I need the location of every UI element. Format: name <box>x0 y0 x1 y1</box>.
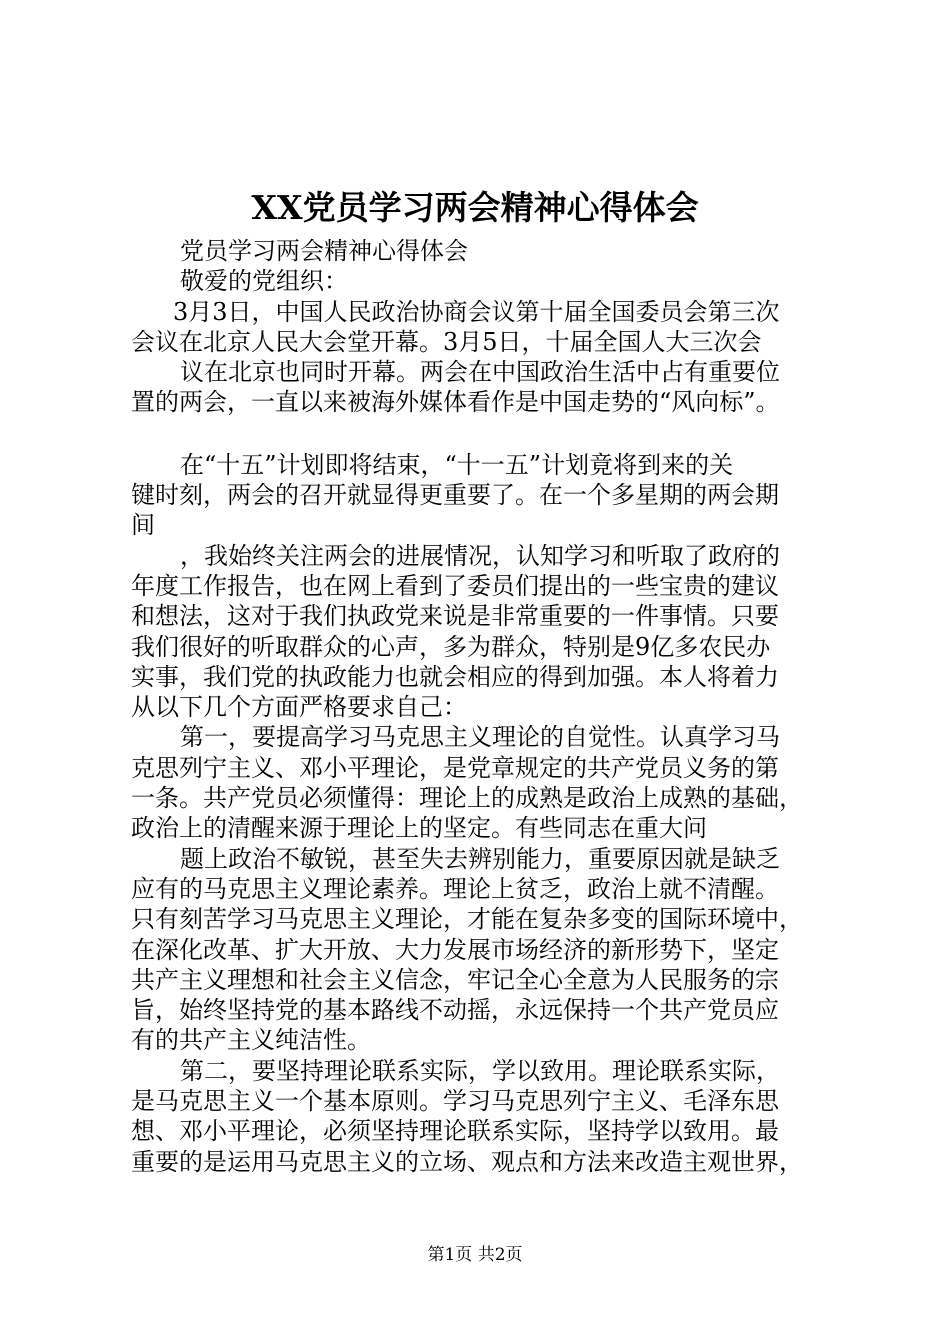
body-line: 间 <box>131 511 155 540</box>
body-line: 我们很好的听取群众的心声，多为群众，特别是9亿多农民办 <box>131 632 771 661</box>
body-line: 有的共产主义纯洁性。 <box>131 1026 371 1055</box>
body-line: 是马克思主义一个基本原则。学习马克思列宁主义、毛泽东思 <box>131 1087 779 1116</box>
body-line: 第一，要提高学习马克思主义理论的自觉性。认真学习马 <box>180 723 780 752</box>
paragraph-gap <box>131 418 831 450</box>
body-line: 年度工作报告，也在网上看到了委员们提出的一些宝贵的建议 <box>131 571 779 600</box>
body-line: 应有的马克思主义理论素养。理论上贫乏，政治上就不清醒。 <box>131 874 779 903</box>
body-line: 在“十五”计划即将结束，“十一五”计划竟将到来的关 <box>180 450 734 479</box>
body-line: 议在北京也同时开幕。两会在中国政治生活中占有重要位 <box>180 358 780 387</box>
body-line: 只有刻苦学习马克思主义理论，才能在复杂多变的国际环境中， <box>131 905 803 934</box>
document-title: XX党员学习两会精神心得体会 <box>251 188 699 227</box>
page-footer: 第1页 共2页 <box>427 1245 523 1265</box>
body-line: 想、邓小平理论，必须坚持理论联系实际，坚持学以致用。最 <box>131 1117 779 1146</box>
body-line: 置的两会，一直以来被海外媒体看作是中国走势的“风向标”。 <box>131 388 780 417</box>
document-body <box>131 236 831 1177</box>
body-line: 敬爱的党组织： <box>180 267 348 296</box>
body-line: 题上政治不敏锐，甚至失去辨别能力，重要原因就是缺乏 <box>180 844 780 873</box>
body-line: 从以下几个方面严格要求自己： <box>131 693 467 722</box>
body-line: 和想法，这对于我们执政党来说是非常重要的一件事情。只要 <box>131 602 779 631</box>
body-line: 旨，始终坚持党的基本路线不动摇，永远保持一个共产党员应 <box>131 996 779 1025</box>
body-line: ，我始终关注两会的进展情况，认知学习和听取了政府的 <box>180 541 780 570</box>
body-line: 党员学习两会精神心得体会 <box>180 237 468 265</box>
body-line: 键时刻，两会的召开就显得更重要了。在一个多星期的两会期 <box>131 481 779 510</box>
body-line: 会议在北京人民大会堂开幕。3月5日，十届全国人大三次会 <box>131 327 762 356</box>
body-line: 在深化改革、扩大开放、大力发展市场经济的新形势下，坚定 <box>131 935 779 964</box>
body-line: 一条。共产党员必须懂得：理论上的成熟是政治上成熟的基础， <box>131 784 803 813</box>
body-line: 3月3日，中国人民政治协商会议第十届全国委员会第三次 <box>173 297 780 326</box>
body-line: 共产主义理想和社会主义信念，牢记全心全意为人民服务的宗 <box>131 965 779 994</box>
body-line: 克思列宁主义、邓小平理论，是党章规定的共产党员义务的第 <box>131 753 779 782</box>
body-line: 第二，要坚持理论联系实际，学以致用。理论联系实际， <box>180 1056 780 1085</box>
body-line: 实事，我们党的执政能力也就会相应的得到加强。本人将着力 <box>131 662 779 691</box>
body-line: 重要的是运用马克思主义的立场、观点和方法来改造主观世界， <box>131 1147 803 1176</box>
body-line: 政治上的清醒来源于理论上的坚定。有些同志在重大问 <box>131 814 707 843</box>
